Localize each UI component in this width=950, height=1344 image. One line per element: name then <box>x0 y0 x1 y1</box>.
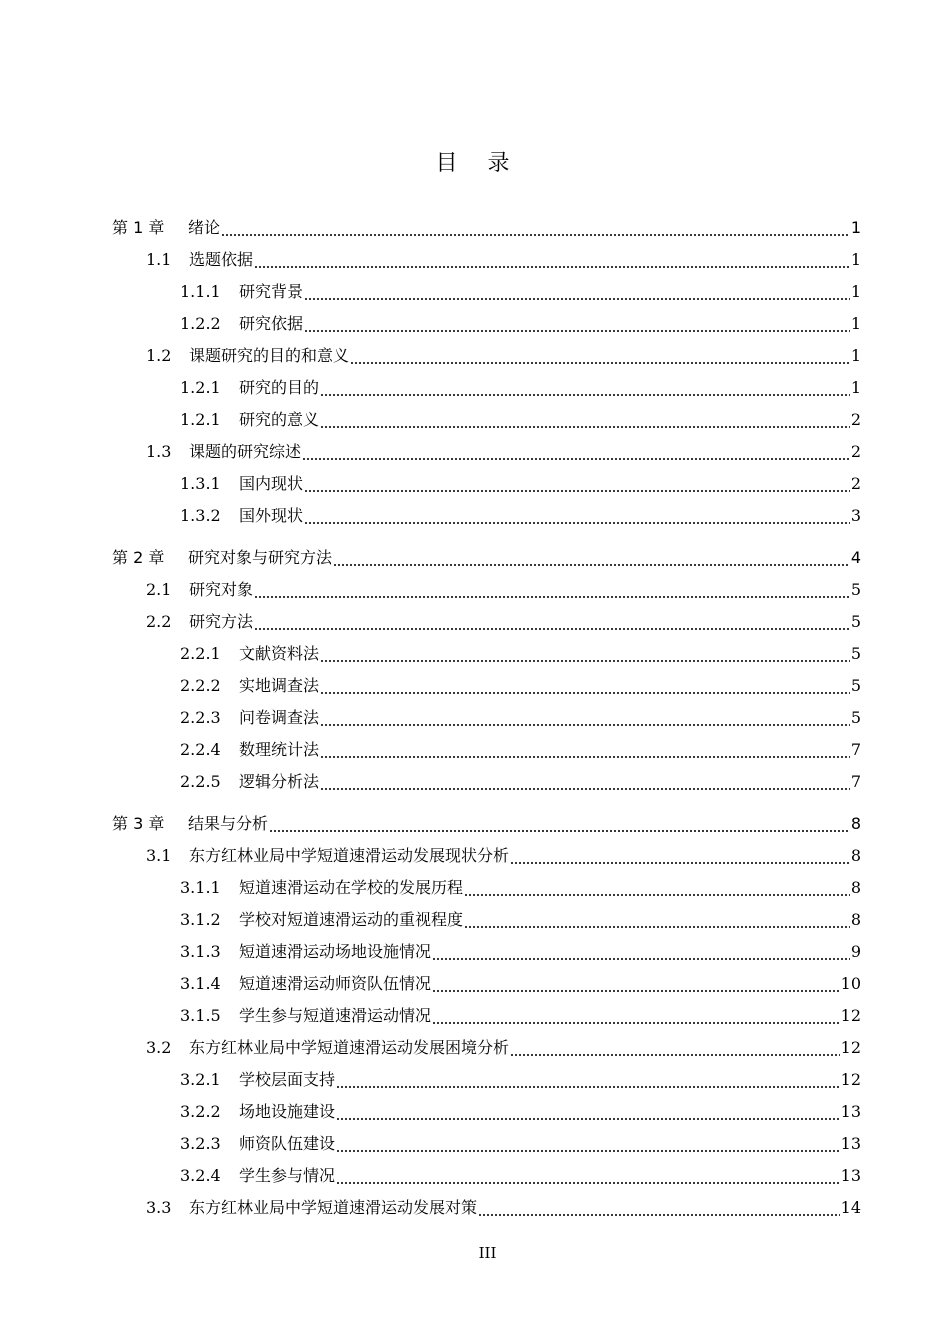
toc-entry-number: 2.2.3 <box>180 708 221 727</box>
toc-dot-leader <box>464 925 850 929</box>
toc-entry-page: 14 <box>840 1198 861 1217</box>
toc-entry-page: 5 <box>850 644 861 663</box>
toc-entry-number: 2.2 <box>146 612 172 631</box>
toc-entry-page: 1 <box>850 218 861 237</box>
toc-dot-leader <box>304 297 850 301</box>
toc-section-entry[interactable] <box>112 606 861 638</box>
toc-entry-number: 第 3 章 <box>112 814 165 833</box>
toc-dot-leader <box>464 893 850 897</box>
toc-entry-title: 课题研究的目的和意义 <box>189 346 350 365</box>
toc-entry-page: 8 <box>850 846 861 865</box>
toc-subsection-entry[interactable] <box>112 404 861 436</box>
toc-entry-number: 3.1.1 <box>180 878 221 897</box>
toc-entry-number: 2.2.2 <box>180 676 221 695</box>
toc-entry-page: 1 <box>850 314 861 333</box>
toc-subsection-entry[interactable] <box>112 276 861 308</box>
toc-subsection-entry[interactable] <box>112 968 861 1000</box>
toc-entry-title: 东方红林业局中学短道速滑运动发展对策 <box>189 1198 478 1217</box>
toc-dot-leader <box>320 723 850 727</box>
toc-subsection-entry[interactable] <box>112 702 861 734</box>
toc-dot-leader <box>320 425 850 429</box>
toc-entry-number: 3.2.2 <box>180 1102 221 1121</box>
toc-subsection-entry[interactable] <box>112 904 861 936</box>
toc-entry-title: 学校对短道速滑运动的重视程度 <box>239 910 464 929</box>
toc-section-entry[interactable] <box>112 340 861 372</box>
toc-dot-leader <box>320 659 850 663</box>
toc-entry-number: 3.1 <box>146 846 172 865</box>
toc-entry-title: 研究对象 <box>189 580 254 599</box>
toc-dot-leader <box>336 1117 840 1121</box>
toc-dot-leader <box>254 627 850 631</box>
toc-subsection-entry[interactable] <box>112 1096 861 1128</box>
toc-entry-title: 国内现状 <box>239 474 304 493</box>
toc-subsection-entry[interactable] <box>112 468 861 500</box>
toc-subsection-entry[interactable] <box>112 500 861 532</box>
toc-entry-title: 研究方法 <box>189 612 254 631</box>
toc-dot-leader <box>432 989 840 993</box>
toc-entry-number: 3.2.1 <box>180 1070 221 1089</box>
toc-dot-leader <box>510 861 850 865</box>
toc-subsection-entry[interactable] <box>112 1064 861 1096</box>
toc-entry-number: 1.2.1 <box>180 410 221 429</box>
toc-entry-page: 5 <box>850 612 861 631</box>
toc-dot-leader <box>336 1149 840 1153</box>
toc-chapter-entry[interactable] <box>112 542 861 574</box>
toc-section-entry[interactable] <box>112 244 861 276</box>
toc-dot-leader <box>320 691 850 695</box>
toc-subsection-entry[interactable] <box>112 766 861 798</box>
toc-entry-page: 5 <box>850 580 861 599</box>
toc-subsection-entry[interactable] <box>112 638 861 670</box>
toc-entry-page: 3 <box>850 506 861 525</box>
toc-entry-title: 师资队伍建设 <box>239 1134 336 1153</box>
toc-entry-page: 13 <box>840 1102 861 1121</box>
toc-dot-leader <box>350 361 850 365</box>
page-number: III <box>478 1244 497 1262</box>
toc-entry-number: 3.1.3 <box>180 942 221 961</box>
toc-dot-leader <box>304 489 850 493</box>
toc-entry-title: 学生参与短道速滑运动情况 <box>239 1006 432 1025</box>
toc-entry-page: 5 <box>850 708 861 727</box>
toc-entry-title: 逻辑分析法 <box>239 772 320 791</box>
toc-entry-number: 3.1.5 <box>180 1006 221 1025</box>
toc-entry-title: 短道速滑运动在学校的发展历程 <box>239 878 464 897</box>
toc-entry-title: 东方红林业局中学短道速滑运动发展困境分析 <box>189 1038 510 1057</box>
toc-entry-title: 短道速滑运动师资队伍情况 <box>239 974 432 993</box>
toc-entry-number: 1.2 <box>146 346 172 365</box>
toc-chapter-entry[interactable] <box>112 808 861 840</box>
toc-dot-leader <box>304 329 850 333</box>
toc-title: 目录 <box>435 151 540 176</box>
toc-entry-page: 7 <box>850 740 861 759</box>
toc-entry-page: 8 <box>850 910 861 929</box>
toc-entry-title: 课题的研究综述 <box>189 442 302 461</box>
toc-entry-title: 结果与分析 <box>188 814 269 833</box>
toc-dot-leader <box>254 265 850 269</box>
toc-entry-title: 绪论 <box>188 218 221 237</box>
toc-subsection-entry[interactable] <box>112 1000 861 1032</box>
toc-dot-leader <box>333 563 850 567</box>
toc-entry-number: 2.2.1 <box>180 644 221 663</box>
toc-entry-title: 国外现状 <box>239 506 304 525</box>
toc-entry-page: 2 <box>850 474 861 493</box>
toc-dot-leader <box>320 393 850 397</box>
toc-dot-leader <box>432 1021 840 1025</box>
toc-entry-title: 研究的意义 <box>239 410 320 429</box>
toc-entry-number: 1.3 <box>146 442 172 461</box>
toc-entry-page: 7 <box>850 772 861 791</box>
toc-entry-title: 问卷调查法 <box>239 708 320 727</box>
toc-entry-page: 13 <box>840 1166 861 1185</box>
toc-dot-leader <box>304 521 850 525</box>
toc-subsection-entry[interactable] <box>112 734 861 766</box>
toc-subsection-entry[interactable] <box>112 308 861 340</box>
toc-entry-number: 1.3.1 <box>180 474 221 493</box>
toc-entry-title: 研究的目的 <box>239 378 320 397</box>
toc-entry-title: 选题依据 <box>189 250 254 269</box>
toc-subsection-entry[interactable] <box>112 936 861 968</box>
toc-entry-number: 1.2.1 <box>180 378 221 397</box>
toc-entry-page: 1 <box>850 250 861 269</box>
toc-section-entry[interactable] <box>112 436 861 468</box>
toc-entry-number: 第 1 章 <box>112 218 165 237</box>
toc-dot-leader <box>302 457 850 461</box>
toc-entry-number: 3.2 <box>146 1038 172 1057</box>
toc-subsection-entry[interactable] <box>112 1160 861 1192</box>
toc-section-entry[interactable] <box>112 574 861 606</box>
toc-entry-title: 短道速滑运动场地设施情况 <box>239 942 432 961</box>
toc-subsection-entry[interactable] <box>112 1128 861 1160</box>
toc-entry-page: 1 <box>850 378 861 397</box>
toc-section-entry[interactable] <box>112 840 861 872</box>
toc-entry-page: 10 <box>840 974 861 993</box>
toc-entry-number: 1.2.2 <box>180 314 221 333</box>
toc-subsection-entry[interactable] <box>112 670 861 702</box>
toc-dot-leader <box>254 595 850 599</box>
toc-dot-leader <box>478 1213 840 1217</box>
toc-entry-title: 学生参与情况 <box>239 1166 336 1185</box>
toc-entry-number: 第 2 章 <box>112 548 165 567</box>
toc-dot-leader <box>510 1053 840 1057</box>
toc-entry-page: 8 <box>850 814 861 833</box>
toc-entry-page: 4 <box>850 548 861 567</box>
toc-entry-title: 实地调查法 <box>239 676 320 695</box>
toc-entry-page: 1 <box>850 346 861 365</box>
toc-dot-leader <box>269 829 850 833</box>
toc-entry-page: 2 <box>850 442 861 461</box>
toc-entry-title: 研究对象与研究方法 <box>188 548 333 567</box>
toc-entry-page: 12 <box>840 1038 861 1057</box>
toc-subsection-entry[interactable] <box>112 872 861 904</box>
toc-entry-title: 东方红林业局中学短道速滑运动发展现状分析 <box>189 846 510 865</box>
toc-entry-page: 8 <box>850 878 861 897</box>
toc-section-entry[interactable] <box>112 1032 861 1064</box>
toc-entry-page: 5 <box>850 676 861 695</box>
toc-entry-number: 1.1 <box>146 250 172 269</box>
toc-entry-title: 研究依据 <box>239 314 304 333</box>
toc-subsection-entry[interactable] <box>112 372 861 404</box>
toc-dot-leader <box>336 1181 840 1185</box>
toc-entry-title: 研究背景 <box>239 282 304 301</box>
toc-chapter-entry[interactable] <box>112 212 861 244</box>
toc-entry-page: 13 <box>840 1134 861 1153</box>
toc-entry-number: 1.1.1 <box>180 282 221 301</box>
toc-dot-leader <box>336 1085 840 1089</box>
toc-entry-number: 3.1.2 <box>180 910 221 929</box>
toc-entry-number: 2.2.4 <box>180 740 221 759</box>
toc-dot-leader <box>320 787 850 791</box>
table-of-contents <box>112 212 861 1224</box>
toc-entry-number: 2.2.5 <box>180 772 221 791</box>
toc-entry-title: 场地设施建设 <box>239 1102 336 1121</box>
toc-entry-page: 12 <box>840 1006 861 1025</box>
toc-entry-title: 学校层面支持 <box>239 1070 336 1089</box>
toc-entry-number: 1.3.2 <box>180 506 221 525</box>
toc-section-entry[interactable] <box>112 1192 861 1224</box>
toc-entry-title: 文献资料法 <box>239 644 320 663</box>
toc-dot-leader <box>221 233 850 237</box>
toc-entry-page: 2 <box>850 410 861 429</box>
toc-entry-number: 3.1.4 <box>180 974 221 993</box>
toc-entry-page: 12 <box>840 1070 861 1089</box>
toc-entry-page: 1 <box>850 282 861 301</box>
toc-entry-page: 9 <box>850 942 861 961</box>
toc-dot-leader <box>320 755 850 759</box>
toc-dot-leader <box>432 957 850 961</box>
toc-entry-number: 2.1 <box>146 580 172 599</box>
toc-entry-number: 3.2.3 <box>180 1134 221 1153</box>
toc-entry-number: 3.3 <box>146 1198 172 1217</box>
toc-entry-title: 数理统计法 <box>239 740 320 759</box>
toc-entry-number: 3.2.4 <box>180 1166 221 1185</box>
